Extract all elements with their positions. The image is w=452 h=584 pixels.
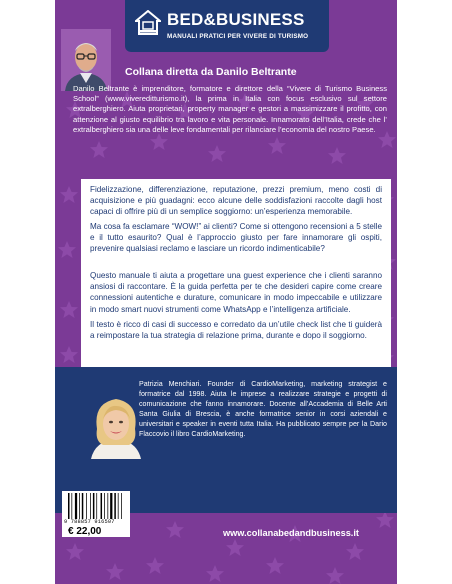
isbn-barcode-box (62, 491, 130, 537)
barcode-bar (68, 493, 70, 519)
barcode-bar (121, 493, 122, 519)
barcode-bar (107, 493, 108, 519)
barcode-bar (93, 493, 95, 519)
blurb-paragraph-1: Fidelizzazione, differenziazione, reputazione, prezzi premium, meno costi di acquisizione e più guadagni: ecco alcune delle soddisfazioni raccolte dagli host capaci di offrire più di un semplice soggiorno: un’esperienza memorabile. (90, 185, 382, 217)
barcode-bar (71, 493, 72, 519)
brand-tagline: MANUALI PRATICI PER VIVERE DI TURISMO (167, 33, 309, 40)
barcode-bar (79, 493, 80, 519)
barcode-bar (90, 493, 91, 519)
series-editor-title: Collana diretta da Danilo Beltrante (125, 66, 297, 78)
author-bio: Patrizia Menchiari. Founder di CardioMarketing, marketing strategist e formatrice dal 1998. Aiuta le imprese a realizzare strategie e progetti di comunicazione che fanno innamorare. Docente all’Accademia di Belle Arti Santa Giulia di Brescia, è anche formatrice senior in corsi aziendali e universitari e speaker in eventi tutta Italia. Ha pubblicato sempre per la Dario Flaccovio il libro CardioMarketing. (139, 380, 387, 438)
price: € 22,00 (68, 526, 102, 537)
author-photo (85, 389, 147, 459)
barcode-bar (86, 493, 87, 519)
barcode-bar (75, 493, 77, 519)
blurb-paragraph-4: Il testo è ricco di casi di successo e corredato da un’utile check list che ti guiderà a reimpostare la tua strategia di relazione prima, durante e dopo il soggiorno. (90, 320, 382, 341)
series-editor-photo (61, 29, 111, 91)
blurb-paragraph-3: Questo manuale ti aiuta a progettare una guest experience che i clienti saranno ansiosi di raccontare. È la guida perfetta per te che desideri capire come creare connessioni autentiche e durature, comunicare in modo impeccabile e utilizzare in modo smart nuovi strumenti come WhatsApp e l’intelligenza artificiale. (90, 271, 382, 314)
barcode-bar (104, 493, 105, 519)
book-back-cover (55, 0, 397, 584)
blurb-panel (81, 179, 391, 367)
barcode-bar (82, 493, 84, 519)
series-logo-badge (125, 0, 329, 52)
barcode-bar (118, 493, 119, 519)
series-editor-bio: Danilo Beltrante è imprenditore, formatore e direttore della “Vivere di Turismo Business School” (www.vivereditturismo.it), la prima in Italia con focus esclusivo sul settore extralberghiero. Aiuta proprietari, property manager e gestori a massimizzare il profitto, con attenzione al giusto equilibrio tra lavoro e vita personale. Innamorato dell’Italia, crede che l’ extralberghiero sia una delle leve fondamentali per rilanciare l’economia del nostro Paese. (73, 84, 387, 134)
brand-name: BED&BUSINESS (167, 10, 305, 29)
house-laptop-icon (135, 10, 161, 40)
barcode-bar (114, 493, 116, 519)
barcode-bar (110, 493, 112, 519)
barcode-bar (96, 493, 97, 519)
isbn-barcode (66, 493, 126, 519)
barcode-bar (101, 493, 103, 519)
series-website: www.collanabedandbusiness.it (223, 528, 359, 538)
blurb-paragraph-2: Ma cosa fa esclamare “WOW!” ai clienti? Come si ottengono recensioni a 5 stelle e il tutto esaurito? Qual è l’approccio giusto per fare innamorare gli ospiti, prevenire qualsiasi reclamo e lasciare un ricordo indimenticabile? (90, 222, 382, 254)
isbn-number: 9 788857 916507 (64, 519, 115, 525)
